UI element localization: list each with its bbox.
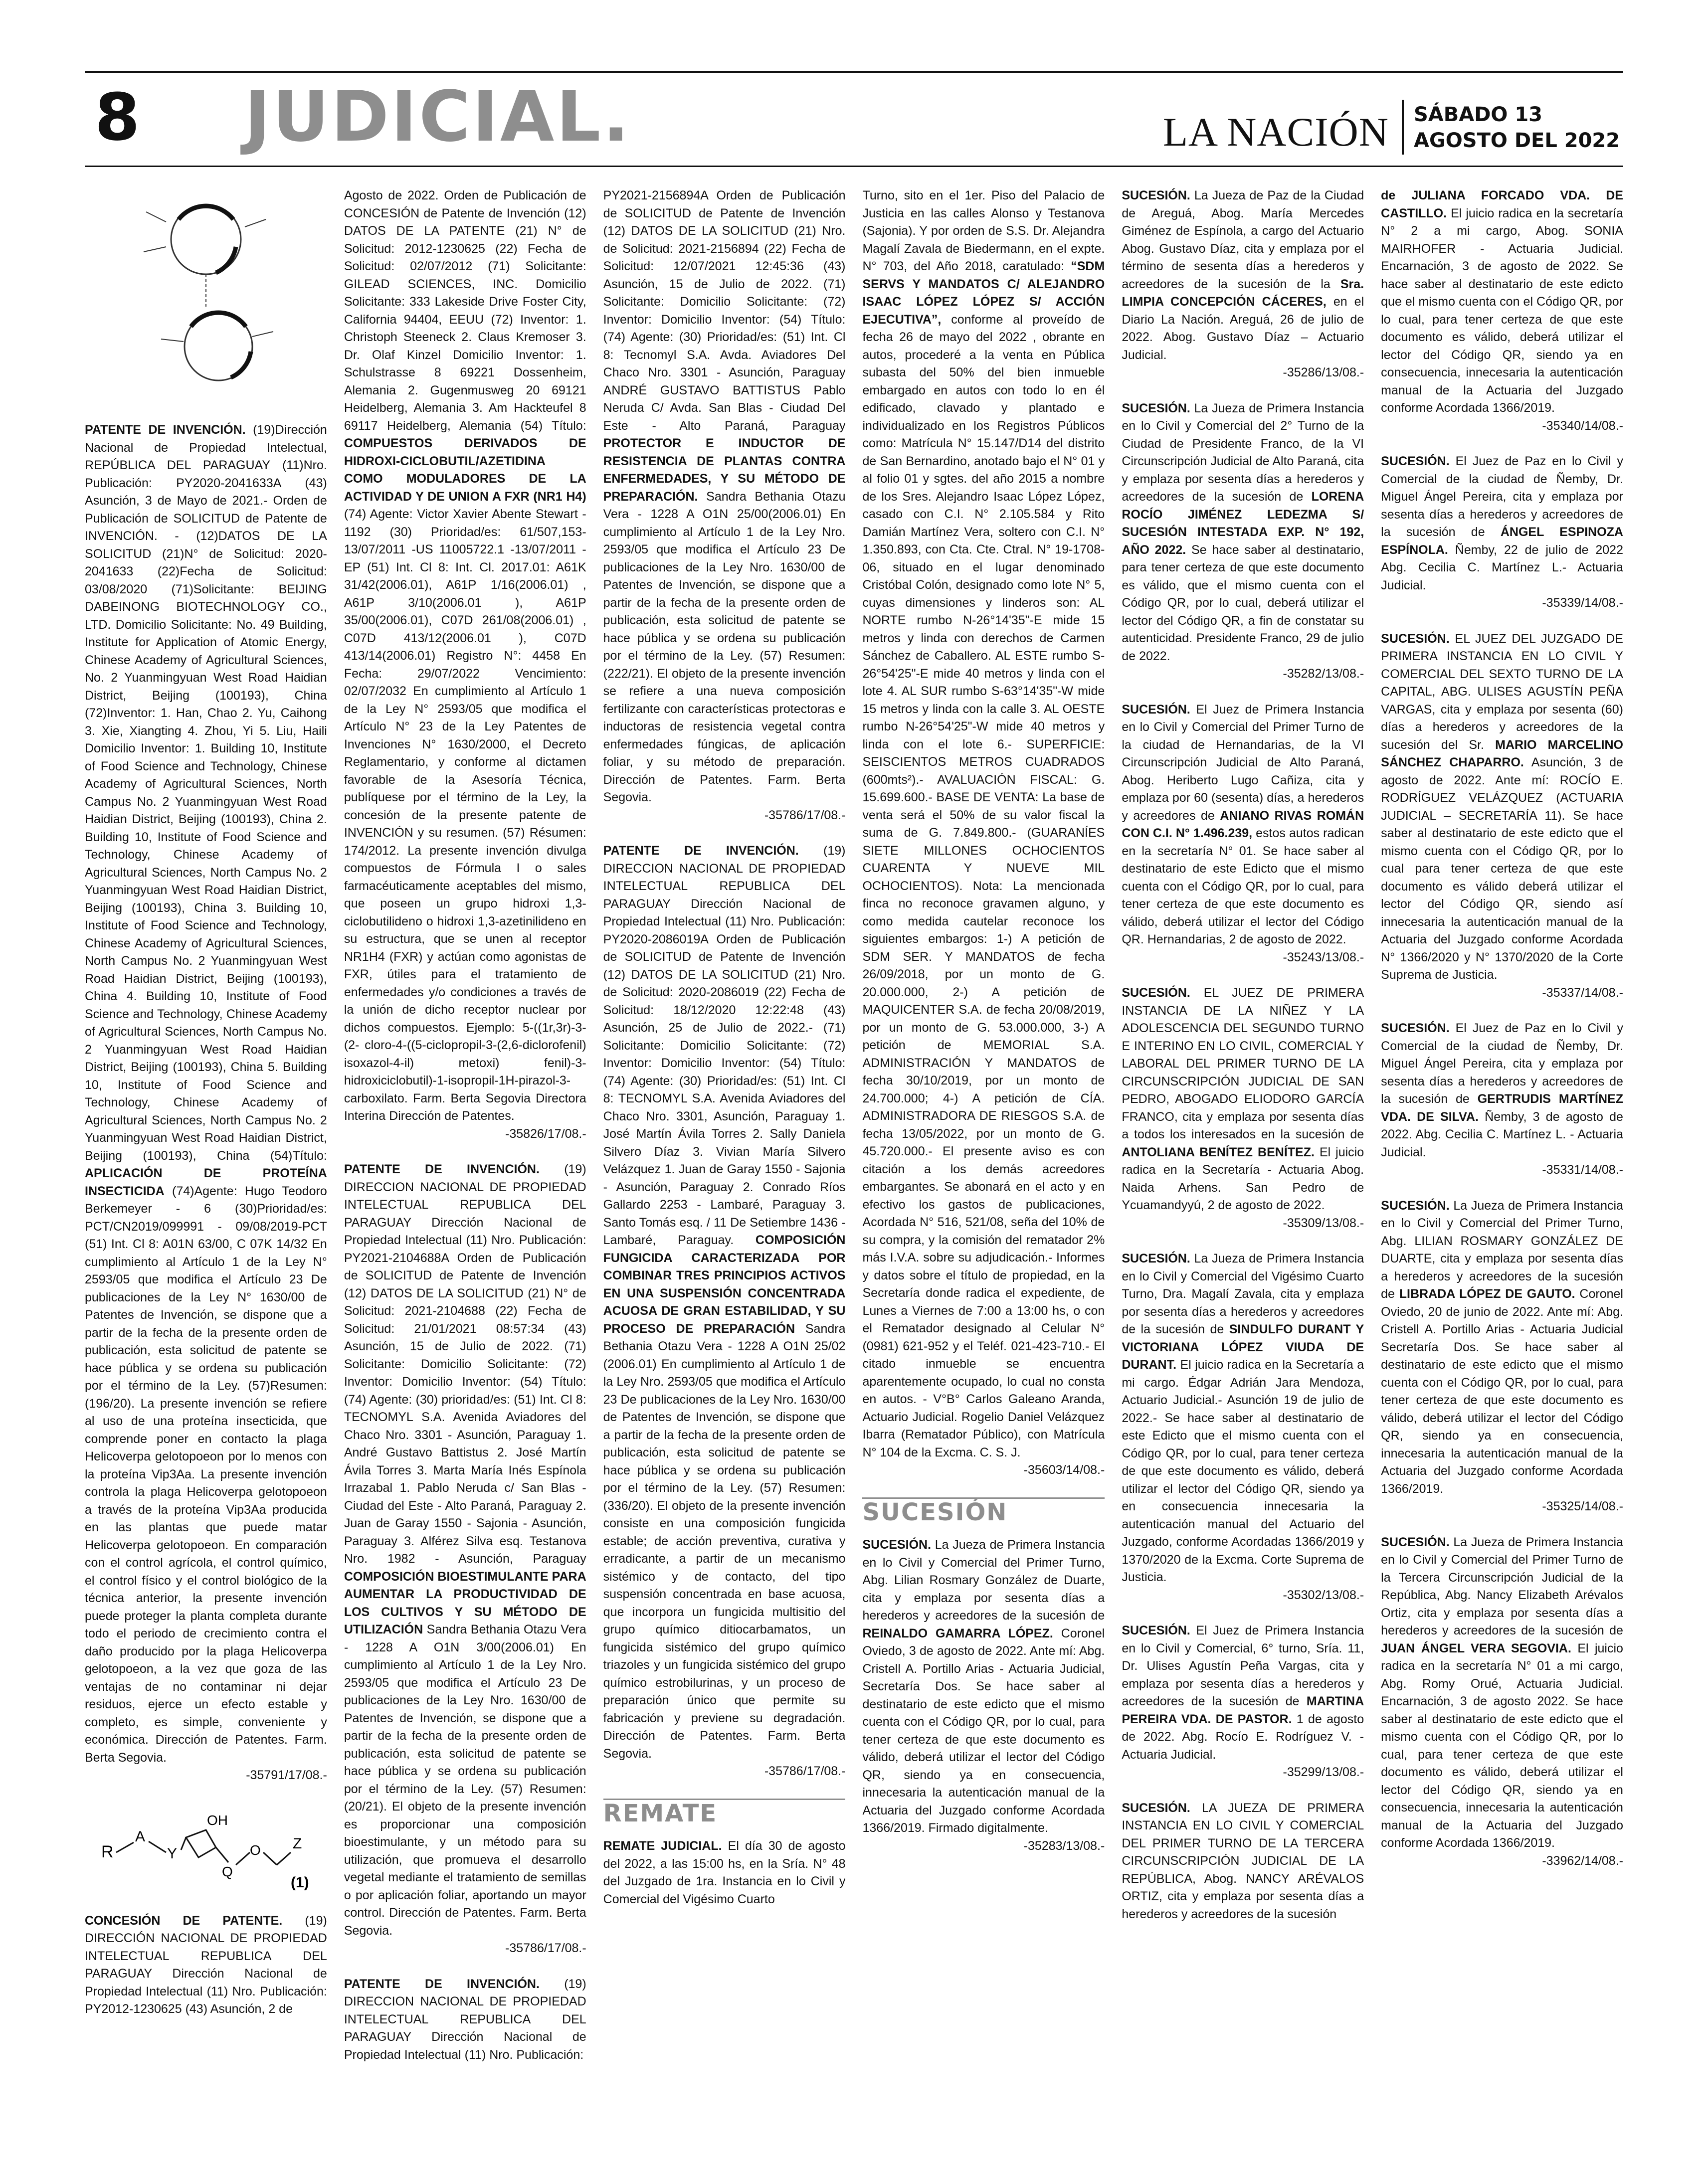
notice-succession-martinez — [1381, 1020, 1623, 1179]
formula-label-y: Y — [167, 1845, 177, 1862]
notice-lead: SUCESIÓN. — [1122, 1801, 1190, 1815]
notice-body: (19) DIRECCIÓN NACIONAL DE PROPIEDAD INTELECTUAL REPUBLICA DEL PARAGUAY Dirección Nacional de Propiedad Intelectual (11) Nro. Publicación: PY2012-1230625 (43) Asunción, 2 de — [85, 1913, 327, 2016]
formula-label-a: A — [135, 1828, 145, 1845]
notice-body: EL JUEZ DE PRIMERA INSTANCIA DE LA NIÑEZ Y LA ADOLESCENCIA DEL SEGUNDO TURNO E INTERINO EN LO CIVIL, COMERCIAL Y LABORAL DEL PRIMER TURNO DE LA CIRCUNSCRIPCIÓN JUDICIAL DE SAN PEDRO, ABOGADO ELIODORO GARCÍA FRANCO, cita y emplaza por sesenta días a todos los interesados en la sucesión de — [1122, 986, 1364, 1141]
notice-patent-fungicide — [603, 842, 846, 1781]
notice-reference: -35786/17/08.- — [764, 808, 846, 822]
chemical-formula-figure — [91, 1803, 321, 1892]
notice-body: La Jueza de Primera Instancia en lo Civil y Comercial del Primer Turno, Abg. LILIAN ROSMARY GONZÁLEZ DE DUARTE, cita y emplaza por sesenta días a herederos y acreedores de la sucesión de — [1381, 1198, 1623, 1301]
column-1 — [85, 187, 327, 2154]
formula-label-r: R — [101, 1842, 114, 1861]
notice-succession-pereira — [1122, 1622, 1364, 1782]
notice-body: (19) DIRECCION NACIONAL DE PROPIEDAD INTELECTUAL REPUBLICA DEL PARAGUAY Dirección Nacional de Propiedad Intelectual (11) Nro. Publicación: — [344, 1977, 586, 2062]
notice-body: El Juez de Paz en lo Civil y Comercial de la ciudad de Ñemby, Dr. Miguel Ángel Pereira, cita y emplaza por sesenta días a herederos y acreedores de la sucesión de — [1381, 454, 1623, 539]
notice-name: de JULIANA FORCADO VDA. DE CASTILLO. — [1381, 188, 1623, 220]
notice-reference: -35337/14/08.- — [1542, 985, 1623, 1000]
notice-reference: -35302/13/08.- — [1283, 1588, 1364, 1602]
notice-name: GERTRUDIS MARTÍNEZ VDA. DE SILVA. — [1381, 1092, 1623, 1124]
formula-number: (1) — [290, 1874, 309, 1891]
notice-body-continued: Coronel Oviedo, 20 de junio de 2022. Ante mí: Abg. Cristell A. Portillo Arias - Actuaria Judicial Secretaría Dos. Se hace saber al destinatario de este edicto que el mismo cuenta con el Código QR, por lo cual, para tener certeza de que este documento es válido, deberá utilizar el lector del Código QR, siendo ya en consecuencia, innecesaria la autenticación manual de la Actuaria del Juzgado conforme Acordada 1366/2019. — [1381, 1287, 1623, 1496]
notice-body-continued: Coronel Oviedo, 3 de agosto de 2022. Ante mí: Abg. Cristell A. Portillo Arias - Actuaria Judicial, Secretaría Dos. Se hace saber al destinatario de este edicto que el mismo cuenta con el Código QR, por lo cual, para tener certeza de que este documento es válido, deberá utilizar el lector del Código QR, siendo ya en consecuencia, innecesaria la autenticación manual de la Actuaria del Juzgado conforme Acordada 1366/2019. Firmado digitalmente. — [862, 1626, 1105, 1835]
notice-title: APLICACIÓN DE PROTEÍNA INSECTICIDA — [85, 1166, 327, 1198]
notice-body-continued: Sandra Bethania Otazu Vera - 1228 A O1N 25/00(2006.01) En cumplimiento al Artículo 1 de la Ley Nro. 2593/05 que modifica el Artículo 23 De publicaciones de la Ley Nro. 1630/00 de Patentes de Invención, se dispone que a partir de la fecha de la presente orden de publicación, esta solicitud de patente se hace pública y se ordena su publicación por el término de la Ley. (57) Resumen: (222/21). El objeto de la presente invención se refiere a una nueva composición fertilizante con características protectoras e inductoras de resistencia vegetal contra enfermedades fúngicas, de aplicación foliar, y su método de preparación. Dirección de Patentes. Farm. Berta Segovia. — [603, 489, 846, 804]
formula-label-q: Q — [221, 1863, 233, 1879]
column-4 — [862, 187, 1105, 2154]
notice-lead: REMATE JUDICIAL. — [603, 1839, 722, 1853]
notice-body: La Jueza de Primera Instancia en lo Civil y Comercial del Primer Turno, Abg. Lilian Rosmary González de Duarte, cita y emplaza por sesenta días a herederos y acreedores de la sucesión de — [862, 1538, 1105, 1623]
notice-body-continued: (74)Agente: Hugo Teodoro Berkemeyer - 6 (30)Prioridad/es: PCT/CN2019/099991 - 09/08/2019-PCT (51) Int. Cl 8: A01N 63/00, C 07K 14/32 En cumplimiento al Artículo 1 de la Ley N° 2593/05 que modifica el Artículo 23 De publicaciones de la Ley N° 1630/00 de Patentes de Invención, se dispone que a partir de la fecha de la presente orden de publicación, esta solicitud de patente se hace pública y se ordena su publicación por el término de la Ley. (57)Resumen: (196/20). La presente invención se refiere al uso de una proteína insecticida, que comprende poner en contacto la plaga Helicoverpa gelotopoeon por lo menos con la proteína Vip3Aa. La presente invención controla la plaga Helicoverpa gelotopoeon a través de la proteína Vip3Aa producida en las plantas que puede matar Helicoverpa gelotopoeon. En comparación con el control agrícola, el control químico, el control físico y el control biológico de la técnica anterior, la presente invención puede proteger la planta completa durante todo el periodo de crecimiento contra el daño producido por la plaga Helicoverpa gelotopoeon, a la vez que goza de las ventajas de no contaminar ni dejar residuos, ejerce un efecto estable y completo, es simple, conveniente y económica. Dirección de Patentes. Farm. Berta Segovia. — [85, 1184, 327, 1765]
notice-lead: SUCESIÓN. — [1381, 1198, 1450, 1213]
notice-body-continued: Asunción, 3 de agosto de 2022. Ante mí: ROCÍO E. RODRÍGUEZ VELÁZQUEZ (ACTUARIA JUDICIAL – SECRETARÍA 11). Se hace saber al destinatario de este edicto que el mismo cuenta con el Código QR, por lo cual para tener certeza de que este documento es válido deberá utilizar el lector del Código QR, siendo así innecesaria la autenticación manual de la Actuaria del Juzgado conforme Acordada N° 1366/2020 y N° 1370/2020 de la Corte Suprema de Justicia. — [1381, 755, 1623, 982]
notice-body-continued: El juicio radica en la Secretaría a mi cargo. Édgar Adrián Jara Mendoza, Actuario Judicial.- Asunción 19 de julio de 2022.- Se hace saber al destinatario de este Edicto que el mismo cuenta con el Código QR, por lo cual, para tener certeza de que este documento es válido, deberá utilizar el lector del Código QR, siendo ya en consecuencia innecesaria la autenticación manual del Actuario del Juzgado, conforme Acordadas 1366/2019 y 1370/2020 de la Excma. Corte Suprema de Justicia. — [1122, 1358, 1364, 1584]
section-kicker-sucesion: SUCESIÓN — [862, 1497, 1105, 1522]
notice-patent-grant — [85, 1912, 327, 2018]
notice-body-continued: Se hace saber al destinatario, para tener certeza de que este documento es válido, que el mismo cuenta con el Código QR, por lo cual, deberá utilizar el lector del Código QR, a fin de constatar su autenticidad. Presidente Franco, 29 de julio de 2022. — [1122, 543, 1364, 663]
header-rule — [85, 166, 1623, 167]
notice-body-continued: 1 de agosto de 2022. Abg. Rocío E. Rodríguez V. - Actuaria Judicial. — [1122, 1712, 1364, 1762]
notice-name: LIBRADA LÓPEZ DE GAUTO. — [1399, 1287, 1575, 1301]
notice-reference: -35826/17/08.- — [505, 1126, 586, 1141]
notice-body: La Jueza de Primera Instancia en lo Civil y Comercial del 2° Turno de la Ciudad de Presidente Franco, de la VI Circunscripción Judicial de Alto Paraná, cita y emplaza por sesenta días a herederos y acreedores de la sucesión de — [1122, 401, 1364, 504]
notice-lead: SUCESIÓN. — [1122, 1252, 1190, 1266]
notice-body: Turno, sito en el 1er. Piso del Palacio de Justicia en las calles Alonso y Testanova (Sajonia). Y por orden de S.S. Dr. Alejandra Magalí Zavala de Biedermann, en el expte. N° 703, del Año 2018, caratulado: — [862, 188, 1105, 273]
notice-lead: PATENTE DE INVENCIÓN. — [344, 1977, 540, 1991]
notice-lead: PATENTE DE INVENCIÓN. — [85, 423, 246, 437]
notice-lead: SUCESIÓN. — [1381, 454, 1450, 468]
plasmid-map-figure — [131, 192, 281, 401]
notice-judicial-auction — [603, 1837, 846, 1908]
notice-reference: -35299/13/08.- — [1283, 1765, 1364, 1779]
notice-body: Agosto de 2022. Orden de Publicación de CONCESIÓN de Patente de Invención (12) DATOS DE LA PATENTE (21) N° de Solicitud: 2012-1230625 (22) Fecha de Solicitud: 02/07/2012 (71) Solicitante: GILEAD SCIENCES, INC. Domicilio Solicitante: 333 Lakeside Drive Foster City, California 94404, EEUU (72) Inventor: 1. Christoph Steeneck 2. Claus Kremoser 3. Dr. Olaf Kinzel Domicilio Inventor: 1. Schulstrasse 8 69221 Dossenheim, Alemania 2. Gugenmusweg 20 69121 Heidelberg, Alemania 3. Am Hackteufel 8 69117 Heidelberg, Alemania (54) Título: — [344, 188, 586, 433]
notice-body: LA JUEZA DE PRIMERA INSTANCIA EN LO CIVIL Y COMERCIAL DEL PRIMER TURNO DE LA TERCERA CIRCUNSCRIPCIÓN JUDICIAL DE LA REPÚBLICA, Abog. NANCY ARÉVALOS ORTIZ, cita y emplaza por sesenta días a herederos y acreedores de la sucesión — [1122, 1801, 1364, 1921]
notice-body: El Juez de Paz en lo Civil y Comercial de la ciudad de Ñemby, Dr. Miguel Ángel Pereira, cita y emplaza por sesenta días a herederos y acreedores de la sucesión de — [1381, 1021, 1623, 1106]
notice-body-continued: en el Diario La Nación. Areguá, 26 de julio de 2022. Abog. Gustavo Díaz – Actuario Judicial. — [1122, 295, 1364, 362]
notice-succession-vera — [1381, 1534, 1623, 1870]
notice-reference: -35786/17/08.- — [505, 1941, 586, 1955]
notice-name: MARIO MARCELINO SÁNCHEZ CHAPARRO. — [1381, 737, 1623, 769]
notice-lead: SUCESIÓN. — [1122, 986, 1190, 1000]
notice-body-continued: El juicio radica en la secretaría N° 2 a mi cargo, Abog. SONIA MAIRHOFER - Actuaria Judicial. Encarnación, 3 de agosto de 2022. Se hace saber al destinatario de este edicto que el mismo cuenta con el Código QR, por lo cual, para tener certeza de que este documento es válido, deberá utilizar el lector del Código QR, siendo ya en consecuencia, innecesaria la autenticación manual de la Actuaria del Juzgado conforme Acordada 1366/2019. — [1381, 206, 1623, 415]
notice-body: (19) DIRECCION NACIONAL DE PROPIEDAD INTELECTUAL REPUBLICA DEL PARAGUAY Dirección Nacional de Propiedad Intelectual (11) Nro. Publicación: PY2020-2086019A Orden de Publicación de SOLICITUD de Patente de Invención (12) DATOS DE LA SOLICITUD (21) Nro. de Solicitud: 2020-2086019 (22) Fecha de Solicitud: 18/12/2020 12:22:48 (43) Asunción, 25 de Julio de 2022.- (71) Solicitante: Domicilio Solicitante: (72) Inventor: Domicilio Inventor: (54) Título: (74) Agente: (30) Prioridad/es: (51) Int. Cl 8: TECNOMYL S.A. Avenida Aviadores del Chaco Nro. 3301, Asunción, Paraguay 1. José Martín Ávila Torres 2. Sally Daniela Silvero Díaz 3. Vivian María Silvero Velázquez 1. Juan de Garay 1550 - Sajonia - Asunción, Paraguay 2. Conrado Ríos Gallardo 2253 - Lambaré, Paraguay 3. Santo Tomás esq. / 11 De Setiembre 1436 - Lambaré, Paraguay. — [603, 844, 846, 1247]
column-3 — [603, 187, 846, 2154]
dateline-day: SÁBADO 13 — [1414, 103, 1543, 126]
notice-name: MARTINA PEREIRA VDA. DE PASTOR. — [1122, 1694, 1364, 1726]
notice-lead: PATENTE DE INVENCIÓN. — [603, 844, 799, 858]
notice-succession-lopez — [1381, 1197, 1623, 1516]
notice-lead: SUCESIÓN. — [1381, 631, 1450, 646]
notice-reference: -35286/13/08.- — [1283, 365, 1364, 379]
notice-title: COMPOSICIÓN BIOESTIMULANTE PARA AUMENTAR LA PRODUCTIVIDAD DE LOS CULTIVOS Y SU MÉTODO DE UTILIZACIÓN — [344, 1569, 586, 1636]
notice-body: EL JUEZ DEL JUZGADO DE PRIMERA INSTANCIA EN LO CIVIL Y COMERCIAL DEL SEXTO TURNO DE LA CAPITAL, ABG. ULISES AGUSTÍN PEÑA VARGAS, cita y emplaza por sesenta (60) días a herederos y acreedores de la sucesión del Sr. — [1381, 631, 1623, 752]
notice-body: El Juez de Primera Instancia en lo Civil y Comercial, 6° turno, Sría. 11, Dr. Ulises Agustín Peña Vargas, cita y emplaza por sesenta días a herederos y acreedores de la sucesión de — [1122, 1624, 1364, 1708]
notice-title: PROTECTOR E INDUCTOR DE RESISTENCIA DE PLANTAS CONTRA ENFERMEDADES, Y SU MÉTODO DE PREPARACIÓN. — [603, 436, 846, 504]
notice-patent-biostimulant — [344, 1161, 586, 1958]
notice-reference: -35282/13/08.- — [1283, 667, 1364, 681]
notice-lead: SUCESIÓN. — [1122, 188, 1190, 202]
notice-patent-gilead — [344, 187, 586, 1143]
newspaper-logo: LA NACIÓN — [1162, 109, 1389, 155]
notice-body-continued: Sandra Bethania Otazu Vera - 1228 A O1N 3/00(2006.01) En cumplimiento al Artículo 1 de la Ley Nro. 2593/05 que modifica el Artículo 23 De publicaciones de la Ley Nro. 1630/00 de Patentes de Invención, se dispone que a partir de la fecha de la presente orden de publicación, esta solicitud de patente se hace pública y se ordena su publicación por el término de la Ley. (57) Resumen: (20/21). El objeto de la presente invención es proporcionar una composición bioestimulante, y un método para su utilización, que promueva el desarrollo vegetal mediante el tratamiento de semillas o por aplicación foliar, aportando un mayor control. Dirección de Patentes. Farm. Berta Segovia. — [344, 1623, 586, 1938]
formula-label-z: Z — [292, 1835, 302, 1852]
notice-succession-jimenez — [1122, 400, 1364, 683]
page-number: 8 — [95, 79, 140, 155]
notice-name: SINDULFO DURANT Y VICTORIANA LÓPEZ VIUDA DE DURANT. — [1122, 1322, 1364, 1372]
notice-body: El Juez de Primera Instancia en lo Civil y Comercial del Primer Turno de la ciudad de Hernandarias, de la VI Circunscripción Judicial de Alto Paraná, Abog. Heriberto Lugo Cañiza, cita y emplaza por 60 (sesenta) días, a herederos y acreedores de — [1122, 702, 1364, 823]
notice-auction-continued — [862, 187, 1105, 1479]
notice-patent-vip3aa — [85, 421, 327, 1785]
notice-patent-resistance-inducer — [603, 187, 846, 824]
notice-title: “SDM SERVS Y MANDATOS C/ ALEJANDRO ISAAC LÓPEZ LÓPEZ S/ ACCIÓN EJECUTIVA”, — [862, 259, 1105, 327]
notice-body: La Jueza de Primera Instancia en lo Civil y Comercial del Vigésimo Cuarto Turno, Dra. Magalí Zavala, cita y emplaza por sesenta días a herederos y acreedores de la sucesión de — [1122, 1252, 1364, 1336]
notice-title: COMPUESTOS DERIVADOS DE HIDROXI-CICLOBUTIL/AZETIDINA COMO MODULADORES DE LA ACTIVIDAD Y DE UNION A FXR (NR1 H4) — [344, 436, 586, 504]
notice-body-continued: El juicio radica en la Secretaría - Actuaria Abog. Naida Arhens. San Pedro de Ycuamandyyú, 2 de agosto de 2022. — [1122, 1145, 1364, 1212]
notice-succession-caceres — [1122, 187, 1364, 382]
notice-title: COMPOSICIÓN FUNGICIDA CARACTERIZADA POR COMBINAR TRES PRINCIPIOS ACTIVOS EN UNA SUSPENSIÓN CONCENTRADA ACUOSA DE GRAN ESTABILIDAD, Y SU PROCESO DE PREPARACIÓN — [603, 1233, 846, 1336]
notice-body: (19) DIRECCION NACIONAL DE PROPIEDAD INTELECTUAL REPUBLICA DEL PARAGUAY Dirección Nacional de Propiedad Intelectual (11) Nro. Publicación: PY2021-2104688A Orden de Publicación de SOLICITUD de Patente de Invención (12) DATOS DE LA SOLICITUD (21) N° de Solicitud: 2021-2104688 (22) Fecha de Solicitud: 21/01/2021 08:57:34 (43) Asunción, 15 de Julio de 2022. (71) Solicitante: Domicilio Solicitante: (72) Inventor: Domicilio Inventor: (54) Título: (74) Agente: (30) prioridad/es: (51) Int. Cl 8: TECNOMYL S.A. Avenida Aviadores del Chaco Nro. 3301 - Asunción, Paraguay 1. André Gustavo Battistus 2. José Martín Ávila Torres 3. Marta María Inés Espínola Irrazabal 1. Pablo Neruda c/ San Blas - Ciudad del Este - Alto Paraná, Paraguay 2. Juan de Garay 1550 - Sajonia - Asunción, Paraguay 3. Alférez Silva esq. Testanova Nro. 1982 - Asunción, Paraguay — [344, 1162, 586, 1566]
notice-succession-gamarra — [862, 1536, 1105, 1855]
notice-succession-durant — [1122, 1250, 1364, 1604]
formula-label-o: O — [249, 1842, 261, 1858]
notice-reference: -35331/14/08.- — [1542, 1163, 1623, 1177]
notice-patent-2156894 — [344, 1976, 586, 2064]
notice-body-continued: conforme al proveído de fecha 26 de mayo del 2022 , obrante en autos, procederé a la venta en Pública subasta del 50% del bien inmueble embargado en autos con todo lo en él edificado, clavado y plantado e individualizado en los Registros Públicos como: Matrícula N° 15.147/D14 del distrito de San Bernardino, anotado bajo el N° 01 y al folio 01 y sgtes. del año 2015 a nombre de los Sres. Alejandro Isaac López López, casado con C.I. N° 2.105.584 y Rito Damián Martínez Vera, soltero con C.I. N° 1.350.893, con Cta. Cte. Ctral. N° 19-1708-06, situado en el lugar denominado Cristóbal Colón, designado como lote N° 5, cuyas dimensiones y linderos son: AL NORTE rumbo N-26°14'35"-E mide 15 metros y linda con derechos de Carmen Sánchez de Caballero. AL ESTE rumbo S-26°54'25"-E mide 40 metros y linda con el lote 4. AL SUR rumbo S-63°14'35"-W mide 15 metros y linda con la calle 3. AL OESTE rumbo N-26°54'25"-W mide 40 metros y linda con el lote 6.- SUPERFICIE: SEISCIENTOS METROS CUADRADOS (600mts²).- AVALUACIÓN FISCAL: G. 15.699.600.- BASE DE VENTA: La base de venta será el 50% de su valor fiscal la suma de G. 7.849.800.- (GUARANÍES SIETE MILLONES OCHOCIENTOS CUARENTA Y NUEVE MIL OCHOCIENTOS). Nota: La mencionada finca no reconoce gravamen alguno, y como medida cautelar reconoce los siguientes embargos: 1-) A petición de SDM SER. Y MANDATOS de fecha 26/09/2018, por un monto de G. 20.000.000, 2-) A petición de MAQUICENTER S.A. de fecha 20/08/2019, por un monto de G. 53.000.000, 3-) A petición de MEMORIAL S.A. ADMINISTRACIÓN Y MANDATOS de fecha 30/10/2019, por un monto de 24.700.000; 4-) A petición de CÍA. ADMINISTRADORA DE RIESGOS S.A. de fecha 13/05/2022, por un monto de G. 45.720.000.- El presente aviso es con citación a los demás acreedores embargantes. Se abonará en el acto y en efectivo los gastos de publicaciones, Acordada N° 516, 521/08, seña del 10% de su compra, y la comisión del rematador 2% más I.V.A. sobre su adjudicación.- Informes y datos sobre el título de propiedad, en la Secretaría donde radica el expediente, de Lunes a Viernes de 7:00 a 13:00 hs, o con el Rematador designado al Celular N° (0981) 621-952 y el Teléf. 021-423-710.- El citado inmueble se encuentra aparentemente ocupado, lo cual no consta en autos. - V°B° Carlos Galeano Aranda, Actuario Judicial. Rogelio Daniel Velázquez Ibarra (Rematador Público), con Matrícula N° 104 de la Excma. C. S. J. — [862, 312, 1105, 1459]
notice-lead: SUCESIÓN. — [1381, 1021, 1450, 1035]
notice-body: La Jueza de Paz de la Ciudad de Areguá, Abog. María Mercedes Giménez de Espínola, a cargo del Actuario Abog. Gustavo Díaz, cita y emplaza por el término de sesenta días a herederos y acreedores de la sucesión de la — [1122, 188, 1364, 291]
notice-name: LORENA ROCÍO JIMÉNEZ LEDEZMA S/ SUCESIÓN INTESTADA EXP. N° 192, AÑO 2022. — [1122, 490, 1364, 557]
notice-name: ANIANO RIVAS ROMÁN CON C.I. N° 1.496.239, — [1122, 808, 1364, 840]
notice-reference: -35309/13/08.- — [1283, 1216, 1364, 1230]
notice-lead: PATENTE DE INVENCIÓN. — [344, 1162, 540, 1176]
notice-succession-rivas — [1122, 701, 1364, 967]
notice-body: La Jueza de Primera Instancia en lo Civil y Comercial del Primer Turno de la Tercera Circunscripción Judicial de la República, Abg. Nancy Elizabeth Arévalos Ortiz, cita y emplaza por sesenta días a herederos y acreedores de la sucesión de — [1381, 1535, 1623, 1637]
notice-succession-sanchez — [1381, 630, 1623, 1002]
notice-succession-benitez — [1122, 984, 1364, 1232]
notice-reference: -35603/14/08.- — [1023, 1463, 1105, 1477]
notice-body-continued: Ñemby, 22 de julio de 2022 Abg. Cecilia C. Martínez L.- Actuaria Judicial. — [1381, 543, 1623, 592]
section-kicker-remate: REMATE — [603, 1799, 846, 1823]
notice-lead: SUCESIÓN. — [862, 1538, 932, 1552]
page-header — [85, 76, 1623, 165]
notice-body-continued: (74) Agente: Victor Xavier Abente Stewart - 1192 (30) Prioridad/es: 61/507,153-13/07/2011 -US 11005722.1 -13/07/2011 - EP (51) Int. Cl 8: Int. Cl. 2017.01: A61K 31/42(2006.01), A61P 1/16(2006.01) , A61P 3/10(2006.01 ), A61P 35/00(2006.01), C07D 261/08(2006.01) , C07D 413/12(2006.01 ), C07D 413/14(2006.01) Registro N°: 4458 En Fecha: 29/07/2022 Vencimiento: 02/07/2032 En cumplimiento al Artículo 1 de la Ley N° 2593/05 que modifica el Artículo N° 23 de la Ley Patentes de Invenciones N° 1630/2000, el Decreto Reglamentario, y conforme al dictamen favorable de la Asesoría Técnica, publíquese por el término de la Ley, la concesión de la presente patente de INVENCIÓN y su resumen. (57) Résumen: 174/2012. La presente invención divulga compuestos de Fórmula I o sales farmacéuticamente aceptables del mismo, que poseen un grupo hidroxi 1,3-ciclobutilideno o hidroxi 1,3-azetinilideno en su estructura, que se unen al receptor NR1H4 (FXR) y actúan como agonistas de FXR, útiles para el tratamiento de enfermedades y/o condiciones a través de la unión de dicho receptor nuclear por dichos compuestos. Ejemplo: 5-((1r,3r)-3-(2- cloro-4-((5-ciclopropil-3-(2,6-diclorofenil) isoxazol-4-il) metoxi) fenil)-3- hidroxiciclobutil)-1-isopropil-1H-pirazol-3-carboxilato. Farm. Berta Segovia Directora Interina Dirección de Patentes. — [344, 507, 586, 1123]
logo-divider — [1402, 100, 1404, 155]
notice-reference: -35325/14/08.- — [1542, 1499, 1623, 1513]
notice-reference: -35339/14/08.- — [1542, 596, 1623, 610]
notice-name: ANTOLIANA BENÍTEZ BENÍTEZ. — [1122, 1145, 1315, 1159]
notice-succession-espinoza — [1381, 453, 1623, 612]
article-columns — [85, 187, 1623, 2154]
notice-name: REINALDO GAMARRA LÓPEZ. — [862, 1626, 1053, 1640]
notice-reference: -35243/13/08.- — [1283, 950, 1364, 964]
formula-label-oh: OH — [206, 1812, 228, 1828]
notice-reference: -35340/14/08.- — [1542, 418, 1623, 433]
top-rule — [85, 71, 1623, 73]
notice-lead: CONCESIÓN DE PATENTE. — [85, 1913, 283, 1928]
notice-lead: SUCESIÓN. — [1122, 1624, 1190, 1637]
notice-lead: SUCESIÓN. — [1122, 702, 1190, 717]
notice-body-continued: El juicio radica en la secretaría N° 01 a mi cargo, Abg. Romy Orué, Actuaria Judicial. Encarnación, 3 de agosto 2022. Se hace saber al destinatario de este edicto que el mismo cuenta con el Código QR, por lo cual, para tener certeza de que este documento es válido, deberá utilizar el lector del Código QR, siendo ya en consecuencia, innecesaria la autenticación manual de la Actuaria del Juzgado conforme Acordada 1366/2019. — [1381, 1641, 1623, 1850]
notice-succession-forcado-continued — [1381, 187, 1623, 435]
notice-reference: -35786/17/08.- — [764, 1764, 846, 1778]
column-6 — [1381, 187, 1623, 2154]
notice-body-continued: Ñemby, 3 de agosto de 2022. Abg. Cecilia C. Martínez L. - Actuaria Judicial. — [1381, 1109, 1623, 1159]
notice-reference: -35791/17/08.- — [246, 1768, 327, 1782]
notice-succession-forcado — [1122, 1800, 1364, 1924]
notice-body: (19)Dirección Nacional de Propiedad Intelectual, REPÚBLICA DEL PARAGUAY (11)Nro. Publicación: PY2020-2041633A (43) Asunción, 3 de Mayo de 2021.- Orden de Publicación de SOLICITUD de Patente de INVENCIÓN. - (12)DATOS DE LA SOLICITUD (21)N° de Solicitud: 2020-2041633 (22)Fecha de Solicitud: 03/08/2020 (71)Solicitante: BEIJING DABEINONG BIOTECHNOLOGY CO., LTD. Domicilio Solicitante: No. 49 Building, Institute for Application of Atomic Energy, Chinese Academy of Agricultural Sciences, No. 2 Yuanmingyuan West Road Haidian District, Beijing (100193), China (72)Inventor: 1. Han, Chao 2. Yu, Caihong 3. Xie, Xiangting 4. Zhou, Yi 5. Liu, Haili Domicilio Inventor: 1. Building 10, Institute of Food Science and Technology, Chinese Academy of Agricultural Sciences, North Campus No. 2 Yuanmingyuan West Road Haidian District, Beijing (100193), China 2. Building 10, Institute of Food Science and Technology, Chinese Academy of Agricultural Sciences, North Campus No. 2 Yuanmingyuan West Road Haidian District, Beijing (100193), China 3. Building 10, Institute of Food Science and Technology, Chinese Academy of Agricultural Sciences, North Campus No. 2 Yuanmingyuan West Road Haidian District, Beijing (100193), China 4. Building 10, Institute of Food Science and Technology, Chinese Academy of Agricultural Sciences, North Campus No. 2 Yuanmingyuan West Road Haidian District, Beijing (100193), China 5. Building 10, Institute of Food Science and Technology, Chinese Academy of Agricultural Sciences, North Campus No. 2 Yuanmingyuan West Road Haidian District, Beijing (100193), China (54)Título: — [85, 423, 327, 1163]
section-title: JUDICIAL. — [244, 76, 631, 158]
notice-name: JUAN ÁNGEL VERA SEGOVIA. — [1381, 1641, 1571, 1655]
notice-reference: -35283/13/08.- — [1023, 1838, 1105, 1853]
dateline — [1414, 102, 1623, 154]
notice-body: El día 30 de agosto del 2022, a las 15:00 hs, en la Sría. N° 48 del Juzgado de 1ra. Instancia en lo Civil y Comercial del Vigésimo Cuarto — [603, 1839, 846, 1906]
notice-body: PY2021-2156894A Orden de Publicación de SOLICITUD de Patente de Invención (12) DATOS DE LA SOLICITUD (21) Nro. de Solicitud: 2021-2156894 (22) Fecha de Solicitud: 12/07/2021 12:45:36 (43) Asunción, 15 de Julio de 2022. (71) Solicitante: Domicilio Solicitante: (72) Inventor: Domicilio Inventor: (54) Título: (74) Agente: (30) Prioridad/es: (51) Int. Cl 8: Tecnomyl S.A. Avda. Aviadores Del Chaco Nro. 3301 - Asunción, Paraguay ANDRÉ GUSTAVO BATTISTUS Pablo Neruda C/ Avda. San Blas - Ciudad Del Este - Alto Paraná, Paraguay — [603, 188, 846, 433]
column-5 — [1122, 187, 1364, 2154]
notice-name: ÁNGEL ESPINOZA ESPÍNOLA. — [1381, 525, 1623, 557]
notice-body-continued: Sandra Bethania Otazu Vera - 1228 A O1N 25/02 (2006.01) En cumplimiento al Artículo 1 de la Ley Nro. 2593/05 que modifica el Artículo 23 De publicaciones de la Ley Nro. 1630/00 de Patentes de Invención, se dispone que a partir de la fecha de la presente orden de publicación, esta solicitud de patente se hace pública y se ordena su publicación por el término de la Ley. (57) Resumen: (336/20). El objeto de la presente invención consiste en una composición fungicida estable; de acción preventiva, curativa y erradicante, a partir de un mecanismo sistémico y de contacto, del tipo suspensión concentrada en base acuosa, que incorpora un fungicida multisitio del grupo químico ditiocarbamatos, un fungicida sistémico del grupo químico triazoles y un fungicida sistémico del grupo químico estrobilurinas, y un proceso de preparación único que permite su fabricación y previene su degradación. Dirección de Patentes. Farm. Berta Segovia. — [603, 1321, 846, 1761]
notice-body-continued: estos autos radican en la secretaría N° 01. Se hace saber al destinatario de este Edicto que el mismo cuenta con el Código QR, por lo cual, para tener certeza de que este documento es válido, deberá utilizar el lector del Código QR. Hernandarias, 2 de agosto de 2022. — [1122, 826, 1364, 946]
column-2 — [344, 187, 586, 2154]
notice-lead: SUCESIÓN. — [1122, 401, 1190, 415]
notice-reference: -33962/14/08.- — [1542, 1853, 1623, 1868]
notice-lead: SUCESIÓN. — [1381, 1535, 1450, 1549]
notice-name: Sra. LIMPIA CONCEPCIÓN CÁCERES, — [1122, 277, 1364, 309]
dateline-month: AGOSTO DEL 2022 — [1414, 129, 1620, 152]
